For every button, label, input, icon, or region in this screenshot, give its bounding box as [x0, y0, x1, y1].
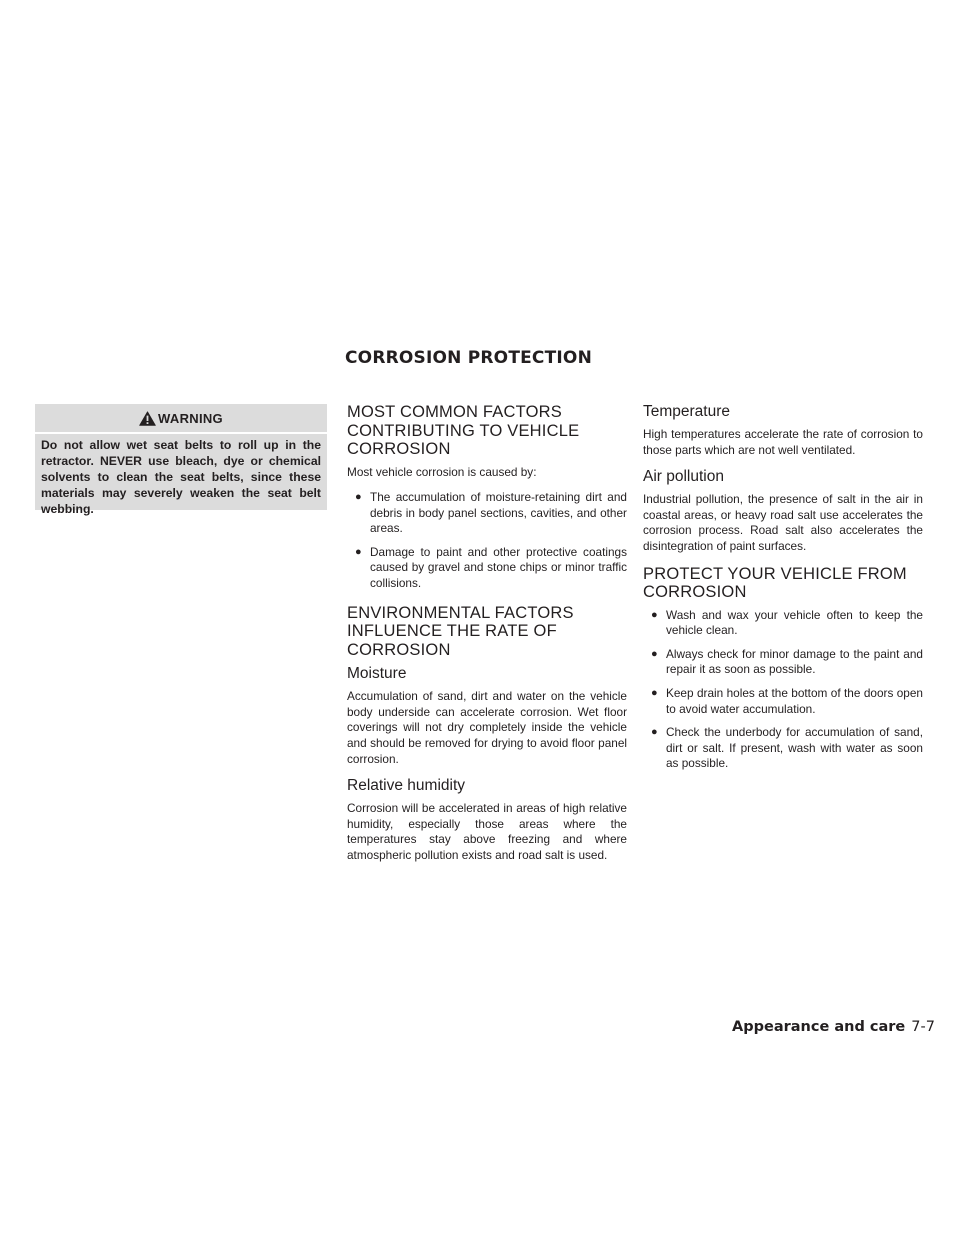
warning-label: WARNING — [158, 410, 223, 426]
right-column — [643, 403, 923, 784]
list-item-text: Keep drain holes at the bottom of the doors open to avoid water accumulation. — [666, 685, 923, 716]
list-item — [643, 647, 923, 678]
list-item — [643, 686, 923, 717]
list-item — [347, 545, 627, 592]
list-item-text: Always check for minor damage to the paint and repair it as soon as possible. — [666, 646, 923, 677]
list-item-text: The accumulation of moisture-retaining dirt and debris in body panel sections, cavities, and other areas. — [370, 490, 627, 536]
warning-triangle-icon — [139, 411, 156, 426]
bullet-icon: ● — [651, 726, 658, 739]
bullet-icon: ● — [651, 686, 658, 699]
heading-protect-vehicle: PROTECT YOUR VEHICLE FROM CORROSION — [643, 564, 907, 602]
warning-header — [35, 404, 327, 434]
air-pollution-text: Industrial pollution, the presence of salt in the air in coastal areas, or heavy road salt use accelerates the corrosion process. Road salt also accelerates the disintegration of paint surfaces. — [643, 492, 923, 553]
humidity-text: Corrosion will be accelerated in areas of high relative humidity, especially those areas where the temperatures stay above freezing and where atmospheric pollution exists and road salt is used. — [347, 801, 627, 862]
list-item — [643, 608, 923, 639]
heading-temperature: Temperature — [643, 403, 731, 420]
factors-list — [347, 490, 627, 592]
heading-moisture: Moisture — [347, 665, 407, 683]
list-item-text: Check the underbody for accumulation of sand, dirt or salt. If present, wash with water as soon as possible. — [666, 725, 923, 771]
middle-column — [347, 403, 627, 874]
warning-box — [35, 404, 327, 516]
heading-common-factors: MOST COMMON FACTORS CONTRIBUTING TO VEHICLE CORROSION — [347, 403, 580, 458]
bullet-icon: ● — [355, 491, 362, 504]
footer-section-title: Appearance and care — [732, 1019, 906, 1035]
heading-relative-humidity: Relative humidity — [347, 777, 466, 795]
bullet-icon: ● — [355, 545, 362, 558]
page-number: 7-7 — [911, 1019, 935, 1035]
moisture-text: Accumulation of sand, dirt and water on the vehicle body underside can accelerate corrosion. Wet floor coverings will not dry completely inside the vehicle and should be removed for drying to avoid floor panel corrosion. — [347, 689, 627, 766]
heading-environmental-factors: ENVIRONMENTAL FACTORS INFLUENCE THE RATE OF CORROSION — [347, 603, 574, 659]
temperature-text: High temperatures accelerate the rate of corrosion to those parts which are not well ventilated. — [643, 427, 923, 457]
protection-list — [643, 608, 923, 772]
list-item — [643, 725, 923, 772]
list-item-text: Damage to paint and other protective coatings caused by gravel and stone chips or minor traffic collisions. — [370, 544, 627, 591]
list-item — [347, 490, 627, 537]
list-item-text: Wash and wax your vehicle often to keep the vehicle clean. — [666, 607, 923, 638]
page-footer — [732, 1019, 935, 1035]
heading-air-pollution: Air pollution — [643, 468, 724, 486]
bullet-icon: ● — [651, 647, 658, 660]
section-title: CORROSION PROTECTION — [345, 348, 593, 368]
intro-text: Most vehicle corrosion is caused by: — [347, 464, 537, 479]
bullet-icon: ● — [651, 608, 658, 621]
warning-text: Do not allow wet seat belts to roll up in the retractor. NEVER use bleach, dye or chemical solvents to clean the seat belts, since these materials may severely weaken the seat belt webbing. — [41, 438, 321, 516]
